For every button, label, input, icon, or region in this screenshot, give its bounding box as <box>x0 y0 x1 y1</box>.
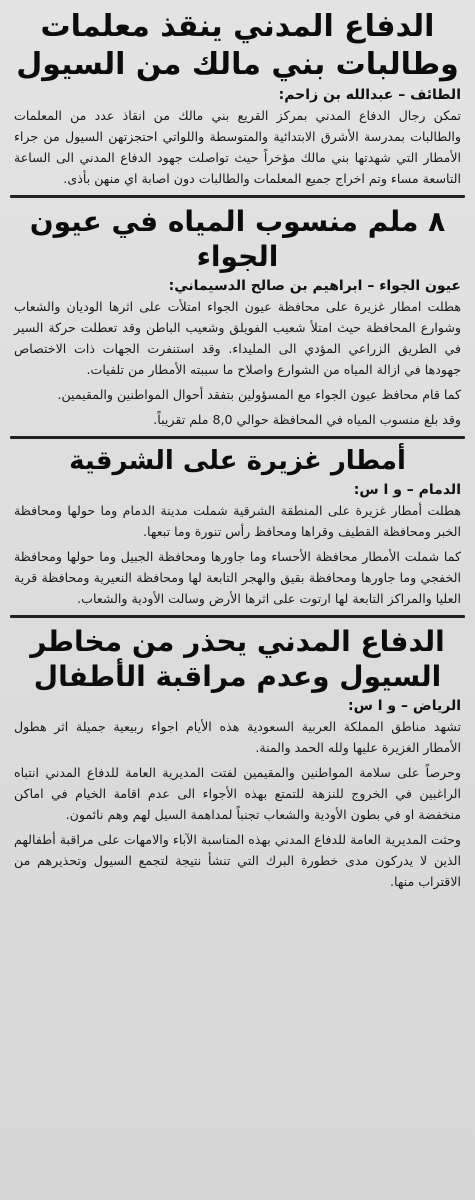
article-paragraph: وقد بلغ منسوب المياه في المحافظة حوالي 8,0 ملم تقريباً. <box>153 412 461 427</box>
section-divider <box>10 195 465 198</box>
article-paragraph: تمكن رجال الدفاع المدني بمركز القريع بني مالك من انقاذ عدد من المعلمات والطالبات بمدرسة الأشرق الابتدائية والمتوسطة واللواتي احتجزتهن السيول من جراء الأمطار التي شهدتها بني مالك مؤخراً حيث تواصلت جهود الدفاع المدني الى الساعة التاسعة مساء وتم اخراج جميع المعلمات والطالبات دون اصابة اي منهن بأذى. <box>14 108 461 186</box>
article-byline: عيون الجواء – ابراهيم بن صالح الدسيماني: <box>168 278 461 294</box>
article-paragraph: هطلت امطار غزيرة على محافظة عيون الجواء امتلأت على اثرها الوديان والشعاب وشوارع المحافظة حيث امتلأ شعيب الفويلق وشعيب الباطن وقد تعطلت حركة السير في الطريق الزراعي المؤدي الى المليداء. وقد استنفرت الجهات ذات الاختصاص جهودها في ازالة المياه من الشوارع واصلاح ما سببته الأمطار من تلفيات. <box>14 299 461 377</box>
article-headline-line1: الدفاع المدني ينقذ معلمات <box>40 9 435 44</box>
article-uyun-aljiwa-water-level <box>10 204 465 430</box>
article-paragraph: وحرصاً على سلامة المواطنين والمقيمين لفتت المديرية العامة للدفاع المدني انتباه الراغبين في الخروج للنزهة للتمتع بهذه الأجواء الى عدم اقامة الخيام في اماكن منخفضة او في بطون الأودية والشعاب تجنباً لمداهمة السيل لهم وهم نائمون. <box>14 764 461 822</box>
section-divider <box>10 436 465 439</box>
article-byline: الدمام – و ا س: <box>353 481 461 498</box>
article-paragraph: وحثت المديرية العامة للدفاع المدني بهذه المناسبة الآباء والامهات على مراقبة أطفالهم الذين لا يدركون مدى خطورة البرك التي تنشأ نتيجة لتجمع السيول وتحذيرهم من الاقتراب منها. <box>14 831 461 889</box>
article-paragraph: كما شملت الأمطار محافظة الأحساء وما جاورها ومحافظة الجبيل وما حولها ومحافظة الخفجي وما جاورها ومحافظة بقيق والهجر التابعة لها ومحافظة النعيرية ومحافظة قرية العليا والمراكز التابعة لها ارتوت على اثرها الأرض وسالت الأودية والشعاب. <box>14 548 461 606</box>
article-headline-line1: أمطار غزيرة على الشرقية <box>69 446 406 476</box>
article-byline: الطائف – عبدالله بن زاحم: <box>278 87 461 103</box>
article-headline-line2: السيول وعدم مراقبة الأطفال <box>33 659 442 693</box>
article-headline-line1: ٨ ملم منسوب المياه في عيون الجواء <box>29 205 446 273</box>
article-civil-defense-rescue <box>10 8 465 189</box>
article-headline-line1: الدفاع المدني يحذر من مخاطر <box>30 624 445 658</box>
article-headline-line2: وطالبات بني مالك من السيول <box>16 46 459 82</box>
article-byline: الرياض – و ا س: <box>347 697 461 714</box>
section-divider <box>10 615 465 618</box>
article-paragraph: هطلت أمطار غزيرة على المنطقة الشرقية شملت مدينة الدمام وما حولها ومحافظة الخبر ومحافظة القطيف وقراها ومحافظ رأس تنورة وما تبعها. <box>14 502 461 539</box>
article-civil-defense-warning <box>10 624 465 892</box>
article-eastern-rain <box>10 445 465 609</box>
article-paragraph: كما قام محافظ عيون الجواء مع المسؤولين بتفقد أحوال المواطنين والمقيمين. <box>57 387 461 402</box>
article-paragraph: تشهد مناطق المملكة العربية السعودية هذه الأيام اجواء ربيعية جميلة اثر هطول الأمطار الغزيرة عليها ولله الحمد والمنة. <box>14 718 461 755</box>
